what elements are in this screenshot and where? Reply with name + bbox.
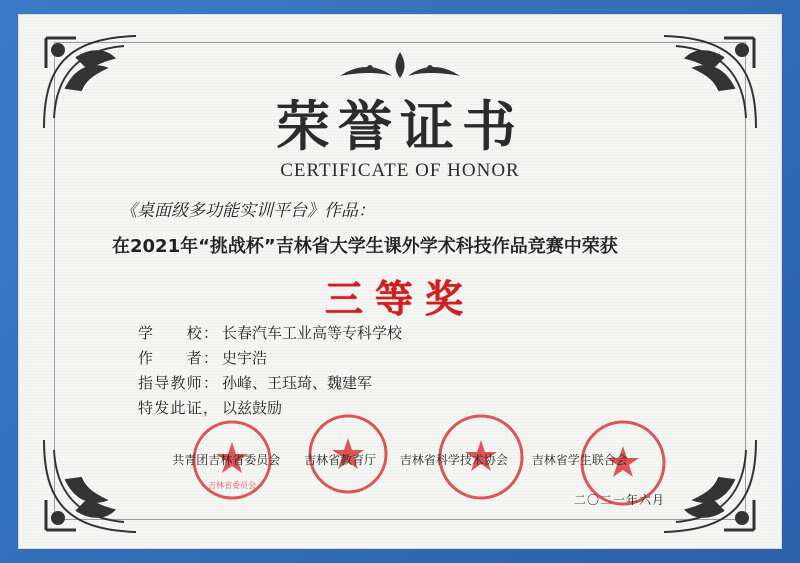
seal1-text: 吉林省委员会 [208,481,256,490]
corner-ornament-bottom-left-icon [36,430,156,540]
school-label: 学 校： [138,324,218,342]
prize-level: 三等奖 [324,276,475,321]
closing-label: 特发此证， [138,399,218,417]
organizer-1: 共青团吉林省委员会 [172,453,281,467]
work-title-line: 《桌面级多功能实训平台》作品： [120,201,375,221]
closing-value: 以兹鼓励 [222,399,283,417]
organizer-3: 吉林省科学技术协会 [399,453,508,467]
certificate-title-cn: 荣誉证书 [276,94,524,158]
organizers-line [0,451,800,468]
school-value: 长春汽车工业高等专科学校 [222,324,403,342]
author-value: 史宇浩 [222,349,268,367]
certificate-title-en: CERTIFICATE OF HONOR [280,160,520,181]
top-center-ornament-icon [330,48,470,88]
advisor-label: 指导教师： [138,374,218,392]
award-description: 在2021年“挑战杯”吉林省大学生课外学术科技作品竞赛中荣获 [112,236,618,257]
issue-date: 二〇二一年六月 [574,493,666,507]
advisor-row [138,372,372,393]
author-row [138,347,267,368]
school-row [138,322,402,343]
advisor-value: 孙峰、王珏琦、魏建军 [222,374,373,392]
organizer-2: 吉林省教育厅 [304,453,377,467]
organizer-4: 吉林省学生联合会 [531,453,628,467]
closing-row [138,397,282,418]
author-label: 作 者： [138,349,218,367]
